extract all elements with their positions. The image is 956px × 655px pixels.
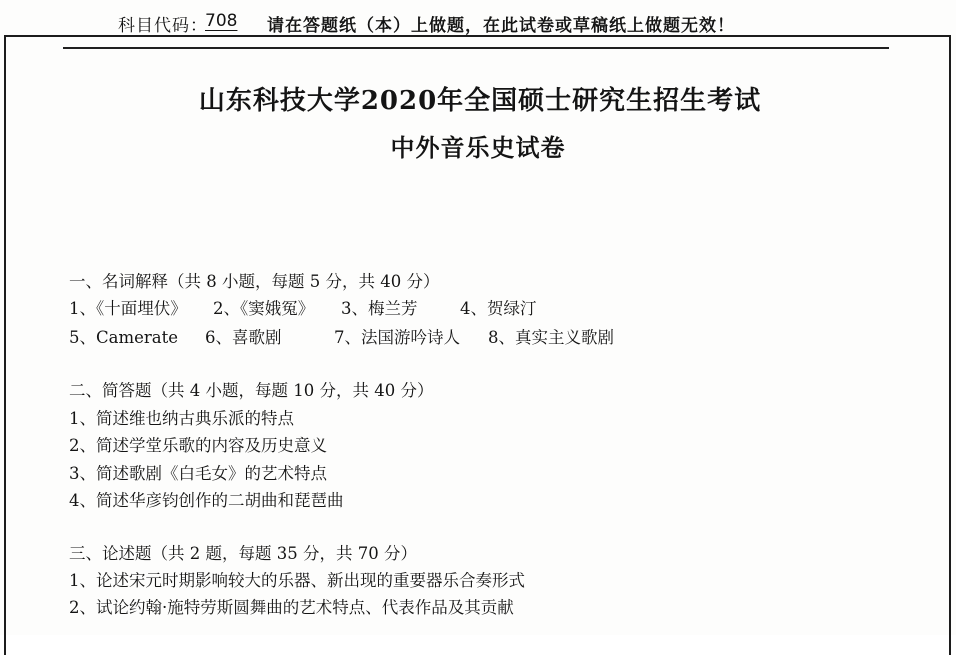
term-item: 2、《窦娥冤》: [213, 299, 315, 318]
question-item: 1、简述维也纳古典乐派的特点: [69, 409, 294, 428]
term-item: 1、《十面埋伏》: [69, 299, 187, 318]
term-item: 4、贺绿汀: [460, 299, 537, 318]
question-item: 2、简述学堂乐歌的内容及历史意义: [69, 436, 327, 455]
term-item: 8、真实主义歌剧: [488, 328, 614, 347]
exam-subtitle: 中外音乐史试卷: [390, 133, 566, 162]
term-item: 7、法国游吟诗人: [334, 328, 460, 347]
section-1-row-1: [69, 295, 629, 317]
exam-title: 山东科技大学2020年全国硕士研究生招生考试: [198, 86, 762, 116]
term-item: 5、Camerate: [69, 328, 178, 347]
term-item: 3、梅兰芳: [341, 299, 418, 318]
question-item: 4、简述华彦钧创作的二胡曲和琵琶曲: [69, 491, 344, 510]
header-rule: [63, 47, 889, 49]
section-3-heading: 三、论述题（共 2 题，每题 35 分，共 70 分）: [69, 544, 417, 563]
section-2-heading: 二、简答题（共 4 小题，每题 10 分，共 40 分）: [69, 381, 434, 400]
section-1-row-2: [69, 324, 649, 346]
subject-code-label: 科目代码：: [118, 16, 208, 36]
question-item: 1、论述宋元时期影响较大的乐器、新出现的重要器乐合奏形式: [69, 571, 525, 590]
term-item: 6、喜歌剧: [205, 328, 282, 347]
question-item: 2、试论约翰·施特劳斯圆舞曲的艺术特点、代表作品及其贡献: [69, 598, 514, 617]
question-item: 3、简述歌剧《白毛女》的艺术特点: [69, 464, 327, 483]
subject-code-value: 708: [205, 11, 238, 31]
section-1-heading: 一、名词解释（共 8 小题，每题 5 分，共 40 分）: [69, 272, 440, 291]
answer-sheet-warning: 请在答题纸（本）上做题，在此试卷或草稿纸上做题无效！: [267, 16, 735, 36]
